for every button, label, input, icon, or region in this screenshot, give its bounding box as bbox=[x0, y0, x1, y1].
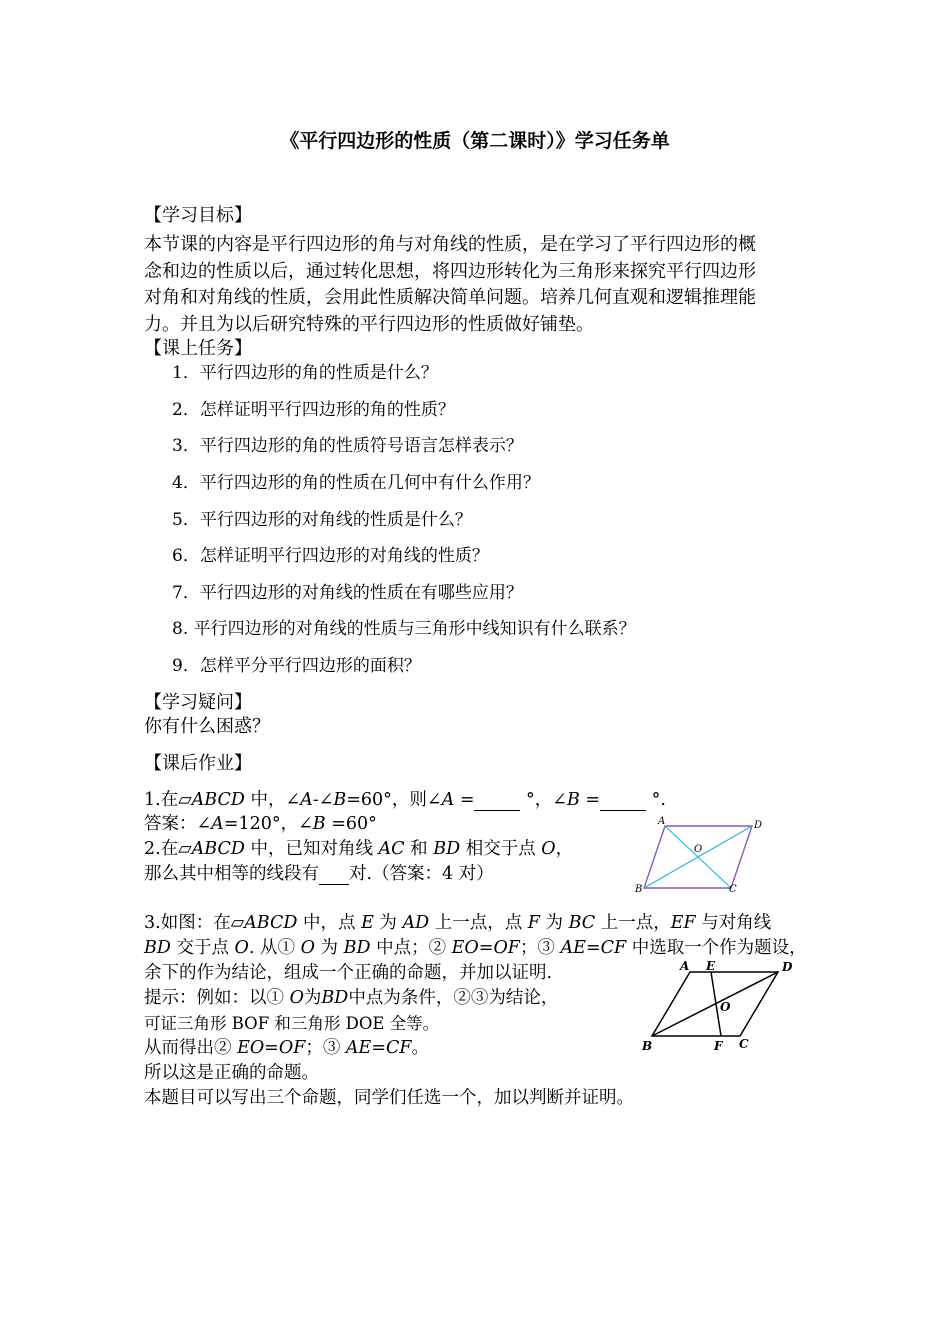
parallelogram-symbol: ▱ bbox=[178, 839, 192, 859]
q3-var: BD bbox=[321, 988, 349, 1008]
q3-abcd: ABCD bbox=[244, 913, 298, 933]
figure-parallelogram-ef bbox=[636, 954, 806, 1056]
a1-text: 答案：∠ bbox=[144, 814, 212, 834]
a1-text: =60° bbox=[325, 814, 377, 834]
q3-text: 中点为条件，②③为结论， bbox=[348, 988, 559, 1008]
q3-var: BD bbox=[343, 938, 371, 958]
q3-var: BC bbox=[568, 913, 596, 933]
q2-text: 相交于点 bbox=[460, 839, 542, 859]
q3-text: 中点；② bbox=[370, 938, 452, 958]
objectives-line: 对角和对角线的性质，会用此性质解决简单问题。培养几何直观和逻辑推理能 bbox=[144, 287, 756, 308]
task-item: 3．平行四边形的角的性质符号语言怎样表示？ bbox=[172, 436, 523, 456]
q1-text: = bbox=[579, 790, 601, 810]
homework-q3-line1 bbox=[144, 909, 771, 934]
q3-text: 交于点 bbox=[170, 938, 235, 958]
q2-text: 那么其中相等的线段有 bbox=[144, 864, 319, 884]
task-item: 4．平行四边形的角的性质在几何中有什么作用？ bbox=[172, 473, 540, 493]
q2-text: 和 bbox=[404, 839, 434, 859]
q3-var: AD bbox=[402, 913, 430, 933]
q2-var: O bbox=[541, 839, 556, 859]
questions-heading: 【学习疑问】 bbox=[144, 692, 252, 713]
homework-q2-line1 bbox=[144, 835, 573, 860]
q1-text: 1.在 bbox=[144, 790, 179, 810]
q1-text: °. bbox=[646, 790, 666, 810]
parallelogram-symbol: ▱ bbox=[178, 790, 192, 810]
label-d: D bbox=[754, 820, 763, 831]
q1-text: =60°，则∠ bbox=[346, 790, 442, 810]
homework-q3-line8: 本题目可以写出三个命题，同学们任选一个，加以判断并证明。 bbox=[144, 1088, 634, 1108]
label-c: C bbox=[739, 1037, 749, 1051]
q3-var: BD bbox=[144, 938, 171, 958]
q3-text: ；③ bbox=[305, 1038, 346, 1058]
task-item: 2．怎样证明平行四边形的角的性质？ bbox=[172, 400, 455, 420]
a1-var: B bbox=[312, 814, 326, 834]
q3-var: O bbox=[300, 938, 315, 958]
label-o: O bbox=[694, 844, 703, 855]
q3-var: EF bbox=[670, 913, 696, 933]
q3-text: 中选取一个作为题设， bbox=[626, 938, 807, 958]
objectives-heading: 【学习目标】 bbox=[144, 205, 252, 226]
label-b: B bbox=[635, 884, 643, 894]
q3-text: 为 bbox=[314, 938, 344, 958]
questions-prompt: 你有什么困惑？ bbox=[144, 716, 270, 737]
q1-var: B bbox=[566, 790, 580, 810]
homework-q3-line3: 余下的作为结论，组成一个正确的命题，并加以证明. bbox=[144, 963, 553, 983]
label-d: D bbox=[782, 960, 793, 974]
a1-var: A bbox=[211, 814, 224, 834]
label-e: E bbox=[706, 959, 716, 973]
q3-text: 与对角线 bbox=[695, 913, 772, 933]
q1-blank-a[interactable] bbox=[474, 790, 520, 811]
q1-var: A bbox=[441, 790, 455, 810]
task-item: 8. 平行四边形的对角线的性质与三角形中线知识有什么联系？ bbox=[172, 619, 636, 639]
label-a: A bbox=[658, 816, 666, 827]
q3-text: 3.如图：在 bbox=[144, 913, 231, 933]
q3-text: 为 bbox=[303, 988, 322, 1008]
homework-q3-line7: 所以这是正确的命题。 bbox=[144, 1063, 319, 1083]
task-item: 9．怎样平分平行四边形的面积？ bbox=[172, 656, 421, 676]
homework-q3-line6 bbox=[144, 1034, 429, 1059]
q3-var: EO=OF bbox=[451, 938, 520, 958]
q2-text: ， bbox=[555, 839, 574, 859]
q3-text: 上一点，点 bbox=[429, 913, 528, 933]
objectives-line: 念和边的性质以后，通过转化思想，将四边形转化为三角形来探究平行四边形 bbox=[144, 260, 756, 282]
objectives-line: 力。并且为以后研究特殊的平行四边形的性质做好铺垫。 bbox=[144, 313, 594, 335]
q2-text: 中，已知对角线 bbox=[244, 839, 379, 859]
q1-blank-b[interactable] bbox=[600, 790, 646, 811]
homework-q3-line5: 可证三角形 BOF 和三角形 DOE 全等。 bbox=[144, 1014, 440, 1033]
q3-var: F bbox=[527, 913, 540, 933]
q3-text: 中，点 bbox=[297, 913, 362, 933]
q3-text: 上一点， bbox=[595, 913, 671, 933]
task-item: 1．平行四边形的角的性质是什么？ bbox=[172, 363, 438, 383]
q3-text: 。 bbox=[411, 1038, 430, 1058]
q1-var: A bbox=[300, 790, 313, 810]
homework-q2-line2 bbox=[144, 860, 494, 885]
objectives-line: 本节课的内容是平行四边形的角与对角线的性质，是在学习了平行四边形的概 bbox=[144, 234, 756, 255]
a1-text: =120°，∠ bbox=[223, 814, 313, 834]
q3-var: O bbox=[234, 938, 249, 958]
task-item: 6．怎样证明平行四边形的对角线的性质？ bbox=[172, 546, 489, 566]
q1-text: 中，∠ bbox=[244, 790, 301, 810]
q1-var: B bbox=[333, 790, 347, 810]
task-item: 7．平行四边形的对角线的性质在有哪些应用？ bbox=[172, 583, 523, 603]
q3-var: E bbox=[361, 913, 374, 933]
q3-text: 从而得出② bbox=[144, 1038, 238, 1058]
tasks-heading: 【课上任务】 bbox=[144, 338, 252, 359]
q3-var: EO=OF bbox=[237, 1038, 306, 1058]
label-f: F bbox=[714, 1039, 723, 1053]
homework-heading: 【课后作业】 bbox=[144, 753, 252, 774]
parallelogram-symbol: ▱ bbox=[230, 913, 245, 933]
q2-text: 2.在 bbox=[144, 839, 179, 859]
q1-text: °，∠ bbox=[520, 790, 567, 810]
q2-blank[interactable] bbox=[319, 864, 349, 885]
figure-parallelogram-diagonals bbox=[630, 814, 770, 894]
objectives-paragraph bbox=[144, 232, 814, 338]
q3-text: ；③ bbox=[519, 938, 561, 958]
label-a: A bbox=[680, 959, 690, 973]
homework-q1 bbox=[144, 786, 666, 811]
q3-var: AE=CF bbox=[560, 938, 627, 958]
q3-var: AE=CF bbox=[345, 1038, 412, 1058]
label-o: O bbox=[720, 1000, 731, 1014]
q3-text: . 从① bbox=[248, 938, 301, 958]
q2-var: AC bbox=[378, 839, 405, 859]
page-title: 《平行四边形的性质（第二课时）》学习任务单 bbox=[280, 130, 670, 152]
q3-text: 为 bbox=[373, 913, 403, 933]
q3-text: 为 bbox=[539, 913, 569, 933]
diagonal-bd bbox=[644, 826, 752, 888]
q3-var: O bbox=[289, 988, 304, 1008]
q2-text: 对.（答案：4 对） bbox=[349, 864, 494, 884]
task-item: 5．平行四边形的对角线的性质是什么？ bbox=[172, 510, 472, 530]
homework-q3-line4 bbox=[144, 984, 558, 1009]
q2-abcd: ABCD bbox=[191, 839, 245, 859]
homework-a1 bbox=[144, 810, 377, 835]
q1-text: -∠ bbox=[312, 790, 334, 810]
q1-text: = bbox=[454, 790, 475, 810]
q2-var: BD bbox=[433, 839, 461, 859]
label-b: B bbox=[642, 1039, 653, 1053]
q1-abcd: ABCD bbox=[191, 790, 245, 810]
q3-text: 提示：例如：以① bbox=[144, 988, 290, 1008]
label-c: C bbox=[729, 884, 737, 894]
